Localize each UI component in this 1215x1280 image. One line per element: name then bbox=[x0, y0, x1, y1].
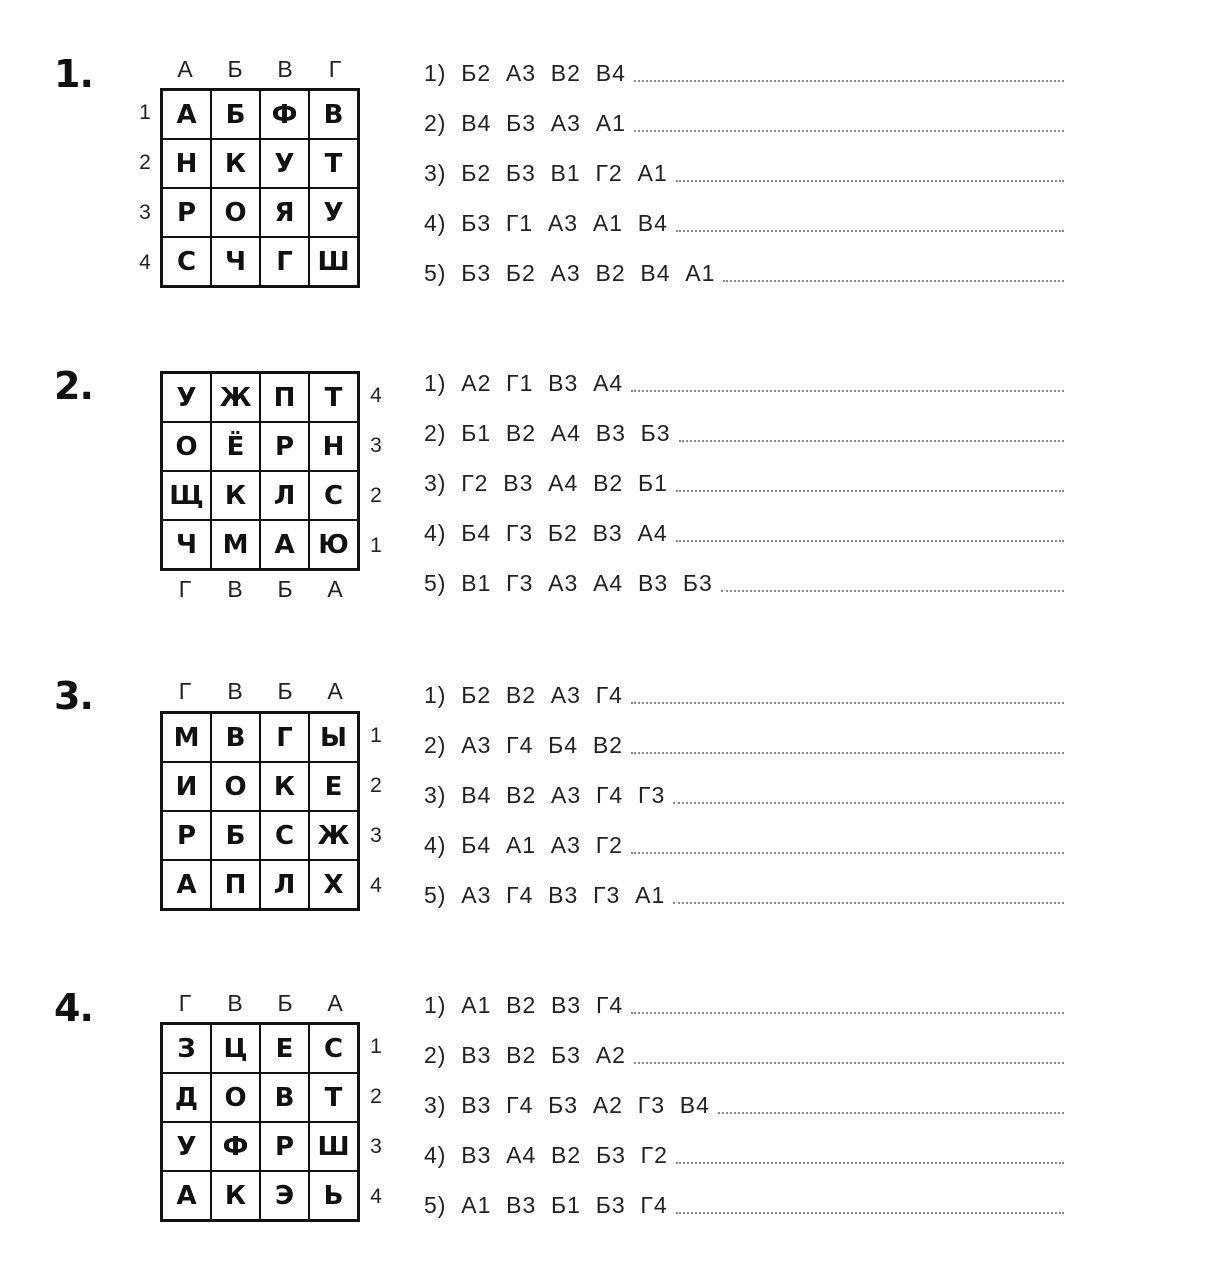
grid-cell: А bbox=[162, 90, 211, 139]
letter-grid bbox=[160, 1022, 360, 1222]
answer-line[interactable] bbox=[634, 80, 1064, 82]
task-label: 3) В3 Г4 Б3 А2 Г3 В4 bbox=[424, 1092, 710, 1118]
row-label: 4 bbox=[370, 874, 382, 897]
grid-cell: К bbox=[211, 471, 260, 520]
column-labels bbox=[160, 990, 360, 1017]
task-label: 5) В1 Г3 А3 А4 В3 Б3 bbox=[424, 570, 713, 596]
grid-cell: Н bbox=[162, 139, 211, 188]
task-row bbox=[424, 566, 1064, 596]
column-label: Г bbox=[178, 990, 192, 1016]
grid-cell: Н bbox=[309, 422, 358, 471]
column-label: В bbox=[227, 576, 243, 602]
task-row bbox=[424, 728, 1064, 758]
grid-cell: Ш bbox=[309, 237, 358, 286]
task-row bbox=[424, 256, 1064, 286]
row-label: 3 bbox=[370, 1135, 382, 1158]
task-label: 4) Б3 Г1 А3 А1 В4 bbox=[424, 210, 668, 236]
row-label: 2 bbox=[139, 151, 151, 174]
grid-cell: О bbox=[211, 1073, 260, 1122]
grid-cell: Ф bbox=[260, 90, 309, 139]
grid-cell: С bbox=[260, 811, 309, 860]
grid-cell: Л bbox=[260, 860, 309, 909]
task-row bbox=[424, 516, 1064, 546]
row-labels bbox=[363, 711, 389, 911]
row-label: 2 bbox=[370, 774, 382, 797]
grid-cell: М bbox=[162, 713, 211, 762]
answer-line[interactable] bbox=[679, 440, 1064, 442]
grid-cell: Р bbox=[162, 811, 211, 860]
grid-cell: Ш bbox=[309, 1122, 358, 1171]
task-label: 1) А2 Г1 В3 А4 bbox=[424, 370, 624, 396]
grid-cell: В bbox=[260, 1073, 309, 1122]
task-label: 3) Г2 В3 А4 В2 Б1 bbox=[424, 470, 668, 496]
task-row bbox=[424, 466, 1064, 496]
row-label: 1 bbox=[370, 724, 382, 747]
grid-cell: С bbox=[162, 237, 211, 286]
row-label: 3 bbox=[370, 434, 382, 457]
grid-cell: Ж bbox=[211, 373, 260, 422]
answer-line[interactable] bbox=[634, 130, 1064, 132]
answer-line[interactable] bbox=[676, 540, 1064, 542]
column-label: Б bbox=[227, 56, 243, 82]
task-label: 1) Б2 В2 А3 Г4 bbox=[424, 682, 623, 708]
task-label: 2) А3 Г4 Б4 В2 bbox=[424, 732, 623, 758]
task-row bbox=[424, 988, 1064, 1018]
grid-cell: Я bbox=[260, 188, 309, 237]
column-label: Б bbox=[277, 990, 293, 1016]
grid-cell: Г bbox=[260, 713, 309, 762]
answer-line[interactable] bbox=[718, 1112, 1064, 1114]
task-row bbox=[424, 1188, 1064, 1218]
task-label: 5) А3 Г4 В3 Г3 А1 bbox=[424, 882, 666, 908]
grid-cell: В bbox=[309, 90, 358, 139]
column-label: Г bbox=[178, 678, 192, 704]
task-row bbox=[424, 778, 1064, 808]
grid-cell: С bbox=[309, 1024, 358, 1073]
task-label: 2) Б1 В2 А4 В3 Б3 bbox=[424, 420, 671, 446]
grid-cell: Б bbox=[211, 90, 260, 139]
exercise-number: 4. bbox=[54, 986, 93, 1030]
grid-cell: Е bbox=[309, 762, 358, 811]
grid-cell: К bbox=[260, 762, 309, 811]
column-label: А bbox=[327, 576, 343, 602]
grid-cell: О bbox=[211, 188, 260, 237]
task-row bbox=[424, 878, 1064, 908]
task-label: 5) А1 В3 Б1 Б3 Г4 bbox=[424, 1192, 668, 1218]
row-label: 1 bbox=[370, 534, 382, 557]
task-label: 4) Б4 А1 А3 Г2 bbox=[424, 832, 623, 858]
grid-cell: У bbox=[162, 1122, 211, 1171]
answer-line[interactable] bbox=[723, 280, 1064, 282]
answer-line[interactable] bbox=[673, 902, 1064, 904]
grid-cell: У bbox=[309, 188, 358, 237]
row-label: 1 bbox=[370, 1035, 382, 1058]
column-label: В bbox=[277, 56, 293, 82]
letter-grid bbox=[160, 711, 360, 911]
grid-cell: Т bbox=[309, 373, 358, 422]
answer-line[interactable] bbox=[631, 752, 1064, 754]
grid-cell: Б bbox=[211, 811, 260, 860]
row-label: 4 bbox=[370, 1185, 382, 1208]
exercise-number: 2. bbox=[54, 364, 93, 408]
row-labels bbox=[363, 371, 389, 571]
answer-line[interactable] bbox=[634, 1062, 1064, 1064]
answer-line[interactable] bbox=[631, 852, 1064, 854]
task-label: 3) В4 В2 А3 Г4 Г3 bbox=[424, 782, 666, 808]
grid-cell: Ч bbox=[162, 520, 211, 569]
grid-cell: Р bbox=[260, 422, 309, 471]
grid-cell: Ь bbox=[309, 1171, 358, 1220]
grid-cell: Ф bbox=[211, 1122, 260, 1171]
grid-cell: Р bbox=[162, 188, 211, 237]
row-label: 2 bbox=[370, 484, 382, 507]
grid-cell: О bbox=[162, 422, 211, 471]
letter-grid bbox=[160, 88, 360, 288]
grid-cell: Т bbox=[309, 1073, 358, 1122]
grid-cell: С bbox=[309, 471, 358, 520]
answer-line[interactable] bbox=[676, 1212, 1064, 1214]
grid-cell: Е bbox=[260, 1024, 309, 1073]
answer-line[interactable] bbox=[673, 802, 1064, 804]
grid-cell: И bbox=[162, 762, 211, 811]
column-labels bbox=[160, 56, 360, 83]
exercise-number: 3. bbox=[54, 674, 93, 718]
grid-cell: П bbox=[260, 373, 309, 422]
column-label: Б bbox=[277, 576, 293, 602]
grid-cell: Ю bbox=[309, 520, 358, 569]
row-label: 4 bbox=[139, 251, 151, 274]
answer-line[interactable] bbox=[721, 590, 1064, 592]
grid-cell: К bbox=[211, 1171, 260, 1220]
answer-line[interactable] bbox=[676, 1162, 1064, 1164]
grid-cell: А bbox=[162, 860, 211, 909]
answer-line[interactable] bbox=[631, 390, 1064, 392]
grid-cell: Р bbox=[260, 1122, 309, 1171]
task-label: 1) А1 В2 В3 Г4 bbox=[424, 992, 624, 1018]
answer-line[interactable] bbox=[676, 230, 1064, 232]
task-row bbox=[424, 828, 1064, 858]
column-label: А bbox=[327, 678, 343, 704]
grid-cell: Л bbox=[260, 471, 309, 520]
grid-cell: Г bbox=[260, 237, 309, 286]
task-label: 2) В4 Б3 А3 А1 bbox=[424, 110, 626, 136]
column-label: В bbox=[227, 678, 243, 704]
task-row bbox=[424, 206, 1064, 236]
task-row bbox=[424, 1038, 1064, 1068]
column-label: А bbox=[177, 56, 193, 82]
grid-cell: У bbox=[260, 139, 309, 188]
row-label: 4 bbox=[370, 384, 382, 407]
column-labels bbox=[160, 678, 360, 705]
task-label: 2) В3 В2 Б3 А2 bbox=[424, 1042, 626, 1068]
grid-cell: Ы bbox=[309, 713, 358, 762]
grid-cell: Щ bbox=[162, 471, 211, 520]
exercise-number: 1. bbox=[54, 52, 93, 96]
grid-cell: А bbox=[260, 520, 309, 569]
grid-cell: З bbox=[162, 1024, 211, 1073]
grid-cell: К bbox=[211, 139, 260, 188]
answer-line[interactable] bbox=[676, 180, 1064, 182]
grid-cell: В bbox=[211, 713, 260, 762]
column-labels bbox=[160, 576, 360, 603]
column-label: Б bbox=[277, 678, 293, 704]
answer-line[interactable] bbox=[676, 490, 1064, 492]
grid-cell: Ж bbox=[309, 811, 358, 860]
grid-cell: М bbox=[211, 520, 260, 569]
grid-cell: Х bbox=[309, 860, 358, 909]
letter-grid bbox=[160, 371, 360, 571]
task-label: 4) В3 А4 В2 Б3 Г2 bbox=[424, 1142, 668, 1168]
grid-cell: У bbox=[162, 373, 211, 422]
task-label: 5) Б3 Б2 А3 В2 В4 А1 bbox=[424, 260, 716, 286]
task-row bbox=[424, 416, 1064, 446]
task-label: 1) Б2 А3 В2 В4 bbox=[424, 60, 626, 86]
task-row bbox=[424, 678, 1064, 708]
task-label: 4) Б4 Г3 Б2 В3 А4 bbox=[424, 520, 668, 546]
column-label: В bbox=[227, 990, 243, 1016]
grid-cell: П bbox=[211, 860, 260, 909]
row-labels bbox=[132, 88, 158, 288]
task-row bbox=[424, 1138, 1064, 1168]
row-label: 3 bbox=[139, 201, 151, 224]
grid-cell: Э bbox=[260, 1171, 309, 1220]
column-label: Г bbox=[178, 576, 192, 602]
grid-cell: Т bbox=[309, 139, 358, 188]
grid-cell: Д bbox=[162, 1073, 211, 1122]
grid-cell: Ё bbox=[211, 422, 260, 471]
task-row bbox=[424, 156, 1064, 186]
grid-cell: А bbox=[162, 1171, 211, 1220]
row-label: 3 bbox=[370, 824, 382, 847]
task-row bbox=[424, 106, 1064, 136]
task-row bbox=[424, 56, 1064, 86]
grid-cell: О bbox=[211, 762, 260, 811]
task-label: 3) Б2 Б3 В1 Г2 А1 bbox=[424, 160, 668, 186]
column-label: Г bbox=[328, 56, 342, 82]
column-label: А bbox=[327, 990, 343, 1016]
task-row bbox=[424, 366, 1064, 396]
answer-line[interactable] bbox=[631, 1012, 1064, 1014]
row-label: 2 bbox=[370, 1085, 382, 1108]
row-label: 1 bbox=[139, 101, 151, 124]
grid-cell: Ц bbox=[211, 1024, 260, 1073]
answer-line[interactable] bbox=[631, 702, 1064, 704]
task-row bbox=[424, 1088, 1064, 1118]
grid-cell: Ч bbox=[211, 237, 260, 286]
row-labels bbox=[363, 1022, 389, 1222]
